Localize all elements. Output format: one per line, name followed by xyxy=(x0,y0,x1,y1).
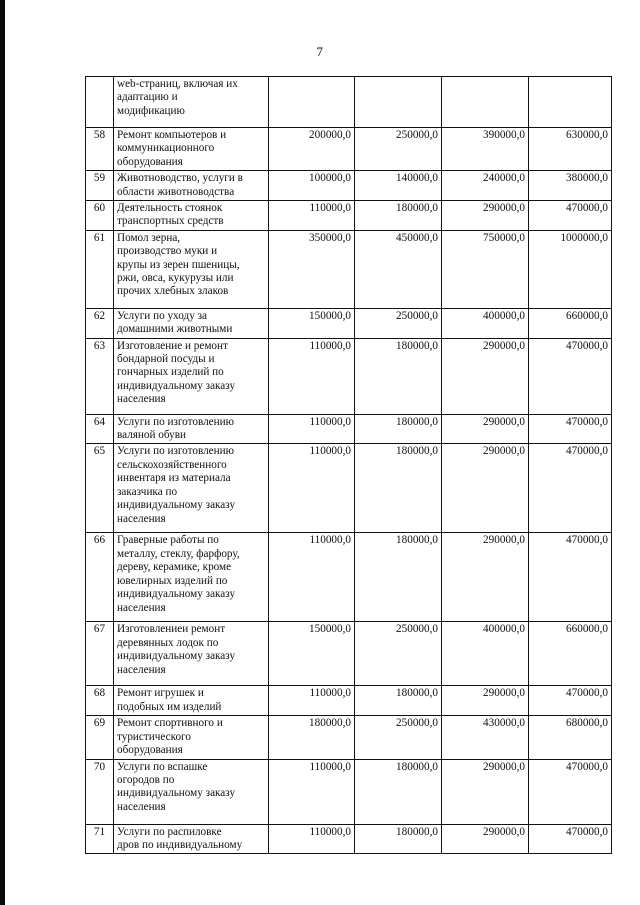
amount-cell-col1: 100000,0 xyxy=(269,171,355,201)
row-number-cell: 69 xyxy=(86,716,114,759)
amount-cell-col3: 290000,0 xyxy=(442,759,529,824)
table-row xyxy=(86,230,612,308)
amount-cell-col1: 200000,0 xyxy=(269,128,355,171)
service-description-cell: Ремонт игрушек и подобных им изделий xyxy=(114,686,269,716)
amount-cell-col2: 180000,0 xyxy=(355,444,442,533)
row-number-cell xyxy=(86,77,114,128)
row-number-cell: 62 xyxy=(86,308,114,338)
amount-cell-col2: 180000,0 xyxy=(355,686,442,716)
table-row xyxy=(86,338,612,414)
amount-cell-col4: 470000,0 xyxy=(529,533,612,622)
amount-cell-col3: 290000,0 xyxy=(442,444,529,533)
amount-cell-col2: 180000,0 xyxy=(355,414,442,444)
page-number: 7 xyxy=(316,44,324,59)
row-number-cell: 66 xyxy=(86,533,114,622)
amount-cell-col3: 400000,0 xyxy=(442,622,529,686)
amount-cell-col2: 450000,0 xyxy=(355,230,442,308)
amount-cell-col2: 250000,0 xyxy=(355,308,442,338)
service-description-cell: Помол зерна, производство муки и крупы из зерен пшеницы, ржи, овса, кукурузы или прочих хлебных злаков xyxy=(114,230,269,308)
row-number-cell: 58 xyxy=(86,128,114,171)
service-description-cell: Изготовление и ремонт бондарной посуды и гончарных изделий по индивидуальному заказу населения xyxy=(114,338,269,414)
amount-cell-col2: 180000,0 xyxy=(355,338,442,414)
amount-cell-col1: 110000,0 xyxy=(269,201,355,231)
service-description-cell: Граверные работы по металлу, стеклу, фарфору, дереву, керамике, кроме ювелирных изделий по индивидуальному заказу населения xyxy=(114,533,269,622)
amount-cell-col1: 110000,0 xyxy=(269,444,355,533)
table-row xyxy=(86,308,612,338)
amount-cell-col4: 470000,0 xyxy=(529,824,612,854)
amount-cell-col2: 250000,0 xyxy=(355,716,442,759)
amount-cell-col4: 470000,0 xyxy=(529,338,612,414)
amount-cell-col2: 250000,0 xyxy=(355,622,442,686)
amount-cell-col3: 240000,0 xyxy=(442,171,529,201)
amount-cell-col2: 180000,0 xyxy=(355,533,442,622)
amount-cell-col2: 180000,0 xyxy=(355,759,442,824)
amount-cell-col4: 470000,0 xyxy=(529,759,612,824)
amount-cell-col1: 110000,0 xyxy=(269,338,355,414)
amount-cell-col3: 290000,0 xyxy=(442,338,529,414)
tariff-table xyxy=(85,76,612,854)
amount-cell-col4: 680000,0 xyxy=(529,716,612,759)
service-description-cell: web-страниц, включая их адаптацию и модификацию xyxy=(114,77,269,128)
amount-cell-col1: 150000,0 xyxy=(269,308,355,338)
service-description-cell: Животноводство, услуги в области животноводства xyxy=(114,171,269,201)
row-number-cell: 61 xyxy=(86,230,114,308)
amount-cell-col3: 290000,0 xyxy=(442,824,529,854)
amount-cell-col4: 660000,0 xyxy=(529,308,612,338)
amount-cell-col1: 110000,0 xyxy=(269,686,355,716)
row-number-cell: 59 xyxy=(86,171,114,201)
amount-cell-col3: 400000,0 xyxy=(442,308,529,338)
amount-cell-col4: 470000,0 xyxy=(529,201,612,231)
amount-cell-col3: 390000,0 xyxy=(442,128,529,171)
amount-cell-col2: 250000,0 xyxy=(355,128,442,171)
row-number-cell: 67 xyxy=(86,622,114,686)
amount-cell-col1: 110000,0 xyxy=(269,759,355,824)
amount-cell-col2: 180000,0 xyxy=(355,824,442,854)
service-description-cell: Деятельность стоянок транспортных средств xyxy=(114,201,269,231)
amount-cell-col3: 290000,0 xyxy=(442,414,529,444)
amount-cell-col2: 180000,0 xyxy=(355,201,442,231)
amount-cell-col3 xyxy=(442,77,529,128)
service-description-cell: Услуги по уходу за домашними животными xyxy=(114,308,269,338)
table-row xyxy=(86,414,612,444)
amount-cell-col1: 110000,0 xyxy=(269,824,355,854)
amount-cell-col3: 290000,0 xyxy=(442,686,529,716)
amount-cell-col4: 660000,0 xyxy=(529,622,612,686)
table-body xyxy=(86,77,612,854)
amount-cell-col3: 430000,0 xyxy=(442,716,529,759)
amount-cell-col2: 140000,0 xyxy=(355,171,442,201)
amount-cell-col3: 290000,0 xyxy=(442,533,529,622)
table-row xyxy=(86,171,612,201)
service-description-cell: Изготовлениеи ремонт деревянных лодок по индивидуальному заказу населения xyxy=(114,622,269,686)
service-description-cell: Ремонт компьютеров и коммуникационного оборудования xyxy=(114,128,269,171)
amount-cell-col4 xyxy=(529,77,612,128)
amount-cell-col1: 150000,0 xyxy=(269,622,355,686)
table-row xyxy=(86,686,612,716)
row-number-cell: 68 xyxy=(86,686,114,716)
row-number-cell: 63 xyxy=(86,338,114,414)
table-row xyxy=(86,824,612,854)
service-description-cell: Услуги по распиловке дров по индивидуальному xyxy=(114,824,269,854)
service-description-cell: Услуги по вспашке огородов по индивидуальному заказу населения xyxy=(114,759,269,824)
table-row xyxy=(86,533,612,622)
row-number-cell: 64 xyxy=(86,414,114,444)
amount-cell-col1: 180000,0 xyxy=(269,716,355,759)
amount-cell-col3: 290000,0 xyxy=(442,201,529,231)
table-row xyxy=(86,201,612,231)
service-description-cell: Услуги по изготовлению сельскохозяйственного инвентаря из материала заказчика по индивидуальному заказу населения xyxy=(114,444,269,533)
table-row xyxy=(86,716,612,759)
amount-cell-col1 xyxy=(269,77,355,128)
amount-cell-col1: 350000,0 xyxy=(269,230,355,308)
amount-cell-col2 xyxy=(355,77,442,128)
amount-cell-col3: 750000,0 xyxy=(442,230,529,308)
table-row xyxy=(86,128,612,171)
amount-cell-col4: 630000,0 xyxy=(529,128,612,171)
row-number-cell: 65 xyxy=(86,444,114,533)
amount-cell-col4: 1000000,0 xyxy=(529,230,612,308)
amount-cell-col4: 380000,0 xyxy=(529,171,612,201)
row-number-cell: 60 xyxy=(86,201,114,231)
amount-cell-col1: 110000,0 xyxy=(269,414,355,444)
table-row xyxy=(86,759,612,824)
amount-cell-col4: 470000,0 xyxy=(529,414,612,444)
scan-left-edge-bar xyxy=(0,0,5,905)
amount-cell-col1: 110000,0 xyxy=(269,533,355,622)
amount-cell-col4: 470000,0 xyxy=(529,686,612,716)
row-number-cell: 71 xyxy=(86,824,114,854)
row-number-cell: 70 xyxy=(86,759,114,824)
table-row xyxy=(86,444,612,533)
service-description-cell: Услуги по изготовлению валяной обуви xyxy=(114,414,269,444)
service-description-cell: Ремонт спортивного и туристического оборудования xyxy=(114,716,269,759)
table-row xyxy=(86,622,612,686)
amount-cell-col4: 470000,0 xyxy=(529,444,612,533)
table-row xyxy=(86,77,612,128)
